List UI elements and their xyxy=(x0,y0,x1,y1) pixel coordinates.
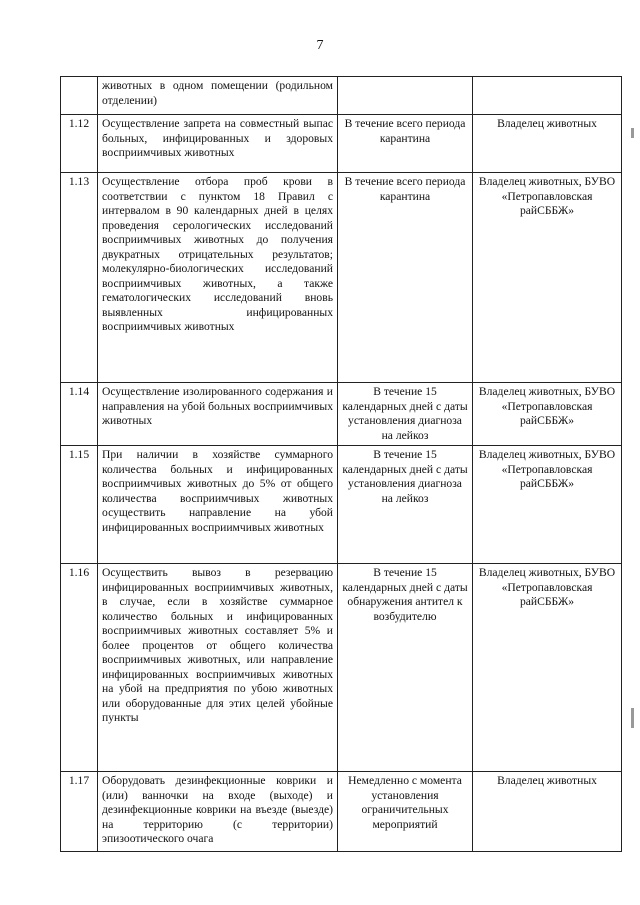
measure-text: Осуществить вывоз в резервацию инфицированных восприимчивых животных, в случае, если в хозяйстве суммарное количество больных и инфицированных восприимчивых животных составляет 5% и более процентов от общего количества восприимчивых животных, или направление инфицированных восприимчивых животных на убой на предприятия по убою животных или оборудованные для этих целей убойные пункты xyxy=(98,564,338,772)
measure-text: Осуществление отбора проб крови в соответствии с пунктом 18 Правил с интервалом в 90 календарных дней в целях проведения серологических исследований восприимчивых животных до получения двукратных отрицательных результатов; молекулярно-биологических исследований восприимчивых животных, а также гематологических исследований вновь выявленных инфицированных восприимчивых животных xyxy=(98,173,338,383)
table-row xyxy=(61,446,622,564)
row-number: 1.17 xyxy=(61,772,98,852)
table-row xyxy=(61,115,622,173)
scan-margin-mark xyxy=(631,708,634,728)
deadline-text: В течение 15 календарных дней с даты установления диагноза на лейкоз xyxy=(338,446,473,564)
measure-text: Осуществление изолированного содержания и направления на убой больных восприимчивых животных xyxy=(98,383,338,446)
row-number: 1.13 xyxy=(61,173,98,383)
scan-margin-mark xyxy=(631,128,634,138)
row-number: 1.16 xyxy=(61,564,98,772)
deadline-text: В течение всего периода карантина xyxy=(338,115,473,173)
responsible-text: Владелец животных xyxy=(473,772,622,852)
table-row xyxy=(61,77,622,115)
responsible-text: Владелец животных, БУВО «Петропавловская райСББЖ» xyxy=(473,446,622,564)
row-number: 1.14 xyxy=(61,383,98,446)
deadline-text: В течение всего периода карантина xyxy=(338,173,473,383)
row-number: 1.15 xyxy=(61,446,98,564)
responsible-text: Владелец животных, БУВО «Петропавловская райСББЖ» xyxy=(473,564,622,772)
measures-table xyxy=(60,76,622,852)
page-number: 7 xyxy=(316,38,324,53)
deadline-text xyxy=(338,77,473,115)
measure-text: Осуществление запрета на совместный выпас больных, инфицированных и здоровых восприимчивых животных xyxy=(98,115,338,173)
row-number: 1.12 xyxy=(61,115,98,173)
measure-text: Оборудовать дезинфекционные коврики и (или) ванночки на входе (выходе) и дезинфекционные коврики на въезде (выезде) на территорию (с территории) эпизоотического очага xyxy=(98,772,338,852)
table-row xyxy=(61,383,622,446)
deadline-text: В течение 15 календарных дней с даты установления диагноза на лейкоз xyxy=(338,383,473,446)
responsible-text xyxy=(473,77,622,115)
table-row xyxy=(61,564,622,772)
measure-text: животных в одном помещении (родильном отделении) xyxy=(98,77,338,115)
responsible-text: Владелец животных, БУВО «Петропавловская райСББЖ» xyxy=(473,383,622,446)
measure-text: При наличии в хозяйстве суммарного количества больных и инфицированных восприимчивых животных до 5% от общего количества восприимчивых животных осуществить направление на убой инфицированных восприимчивых животных xyxy=(98,446,338,564)
deadline-text: В течение 15 календарных дней с даты обнаружения антител к возбудителю xyxy=(338,564,473,772)
deadline-text: Немедленно с момента установления ограничительных мероприятий xyxy=(338,772,473,852)
table-row xyxy=(61,173,622,383)
row-number xyxy=(61,77,98,115)
table-row xyxy=(61,772,622,852)
responsible-text: Владелец животных, БУВО «Петропавловская райСББЖ» xyxy=(473,173,622,383)
responsible-text: Владелец животных xyxy=(473,115,622,173)
